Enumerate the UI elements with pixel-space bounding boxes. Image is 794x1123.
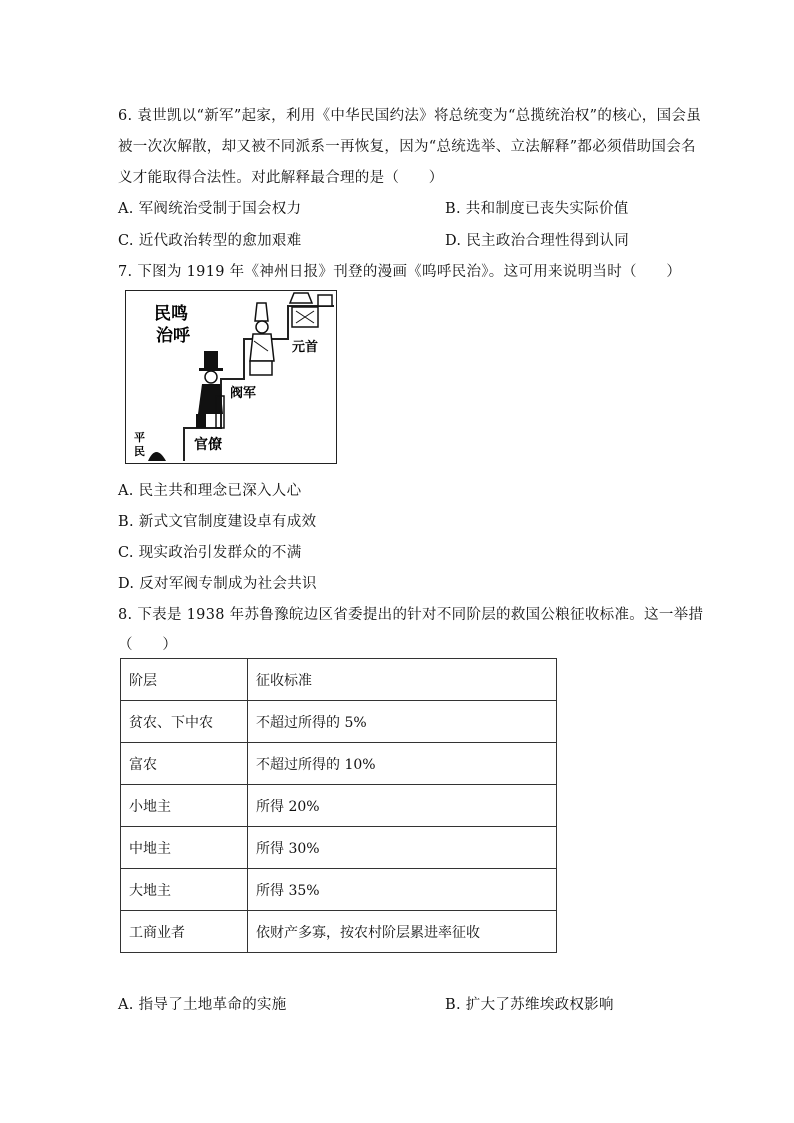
cell-class: 小地主 <box>121 785 248 827</box>
header-class: 阶层 <box>121 659 248 701</box>
q6-stem-line-2: 被一次次解散，却又被不同派系一再恢复，因为“总统选举、立法解释”都必须借助国会名 <box>118 139 696 155</box>
head-of-state-figure <box>290 293 332 327</box>
warlord-figure <box>250 303 274 375</box>
q7-option-c[interactable]: C. 现实政治引发群众的不满 <box>118 545 302 561</box>
table-row <box>121 785 557 827</box>
table-header-row <box>121 659 557 701</box>
cell-standard: 依财产多寡，按农村阶层累进率征收 <box>248 911 557 953</box>
q8-option-b[interactable]: B. 扩大了苏维埃政权影响 <box>445 997 614 1013</box>
step-label-head-of-state: 元首 <box>292 340 319 355</box>
q6-option-b[interactable]: B. 共和制度已丧失实际价值 <box>445 201 629 217</box>
cartoon-wuhu-minzhi <box>125 290 337 464</box>
q6-option-a[interactable]: A. 军阀统治受制于国会权力 <box>118 201 302 217</box>
cell-class: 中地主 <box>121 827 248 869</box>
q8-stem-line-1: 8. 下表是 1938 年苏鲁豫皖边区省委提出的针对不同阶层的救国公粮征收标准。这一举措 <box>118 607 704 623</box>
table-row <box>121 743 557 785</box>
commoner-label-2: 民 <box>134 445 145 458</box>
cartoon-title-line-1: 民鸣 <box>154 304 188 324</box>
q6-option-c[interactable]: C. 近代政治转型的愈加艰难 <box>118 233 302 249</box>
q6-option-d[interactable]: D. 民主政治合理性得到认同 <box>445 233 630 249</box>
table-row <box>121 869 557 911</box>
cell-class: 大地主 <box>121 869 248 911</box>
cell-standard: 所得 20% <box>248 785 557 827</box>
q7-option-b[interactable]: B. 新式文官制度建设卓有成效 <box>118 514 317 530</box>
table-row <box>121 911 557 953</box>
header-standard: 征收标准 <box>248 659 557 701</box>
commoner-label-1: 平 <box>134 431 145 444</box>
step-label-warlord: 阀军 <box>230 386 257 401</box>
commoner-figure <box>148 452 166 461</box>
q6-stem-line-3: 义才能取得合法性。对此解释最合理的是（ ） <box>118 170 444 186</box>
cell-standard: 不超过所得的 5% <box>248 701 557 743</box>
grain-levy-table <box>120 658 557 953</box>
q7-option-d[interactable]: D. 反对军阀专制成为社会共识 <box>118 576 317 592</box>
step-label-bureaucrat: 官僚 <box>194 437 222 453</box>
cell-standard: 不超过所得的 10% <box>248 743 557 785</box>
cartoon-title-line-2: 治呼 <box>156 326 190 346</box>
cell-standard: 所得 35% <box>248 869 557 911</box>
q8-stem-line-2: （ ） <box>118 637 178 653</box>
cell-class: 贫农、下中农 <box>121 701 248 743</box>
q7-option-a[interactable]: A. 民主共和理念已深入人心 <box>118 483 302 499</box>
table-row <box>121 827 557 869</box>
cartoon-drawing <box>126 291 336 463</box>
q8-option-a[interactable]: A. 指导了土地革命的实施 <box>118 997 287 1013</box>
cell-class: 富农 <box>121 743 248 785</box>
table-row <box>121 701 557 743</box>
bureaucrat-figure <box>196 351 224 428</box>
q6-stem-line-1: 6. 袁世凯以“新军”起家，利用《中华民国约法》将总统变为“总揽统治权”的核心，国会虽 <box>118 108 701 124</box>
cell-class: 工商业者 <box>121 911 248 953</box>
q7-stem: 7. 下图为 1919 年《神州日报》刊登的漫画《呜呼民治》。这可用来说明当时（ ） <box>118 264 682 280</box>
cell-standard: 所得 30% <box>248 827 557 869</box>
